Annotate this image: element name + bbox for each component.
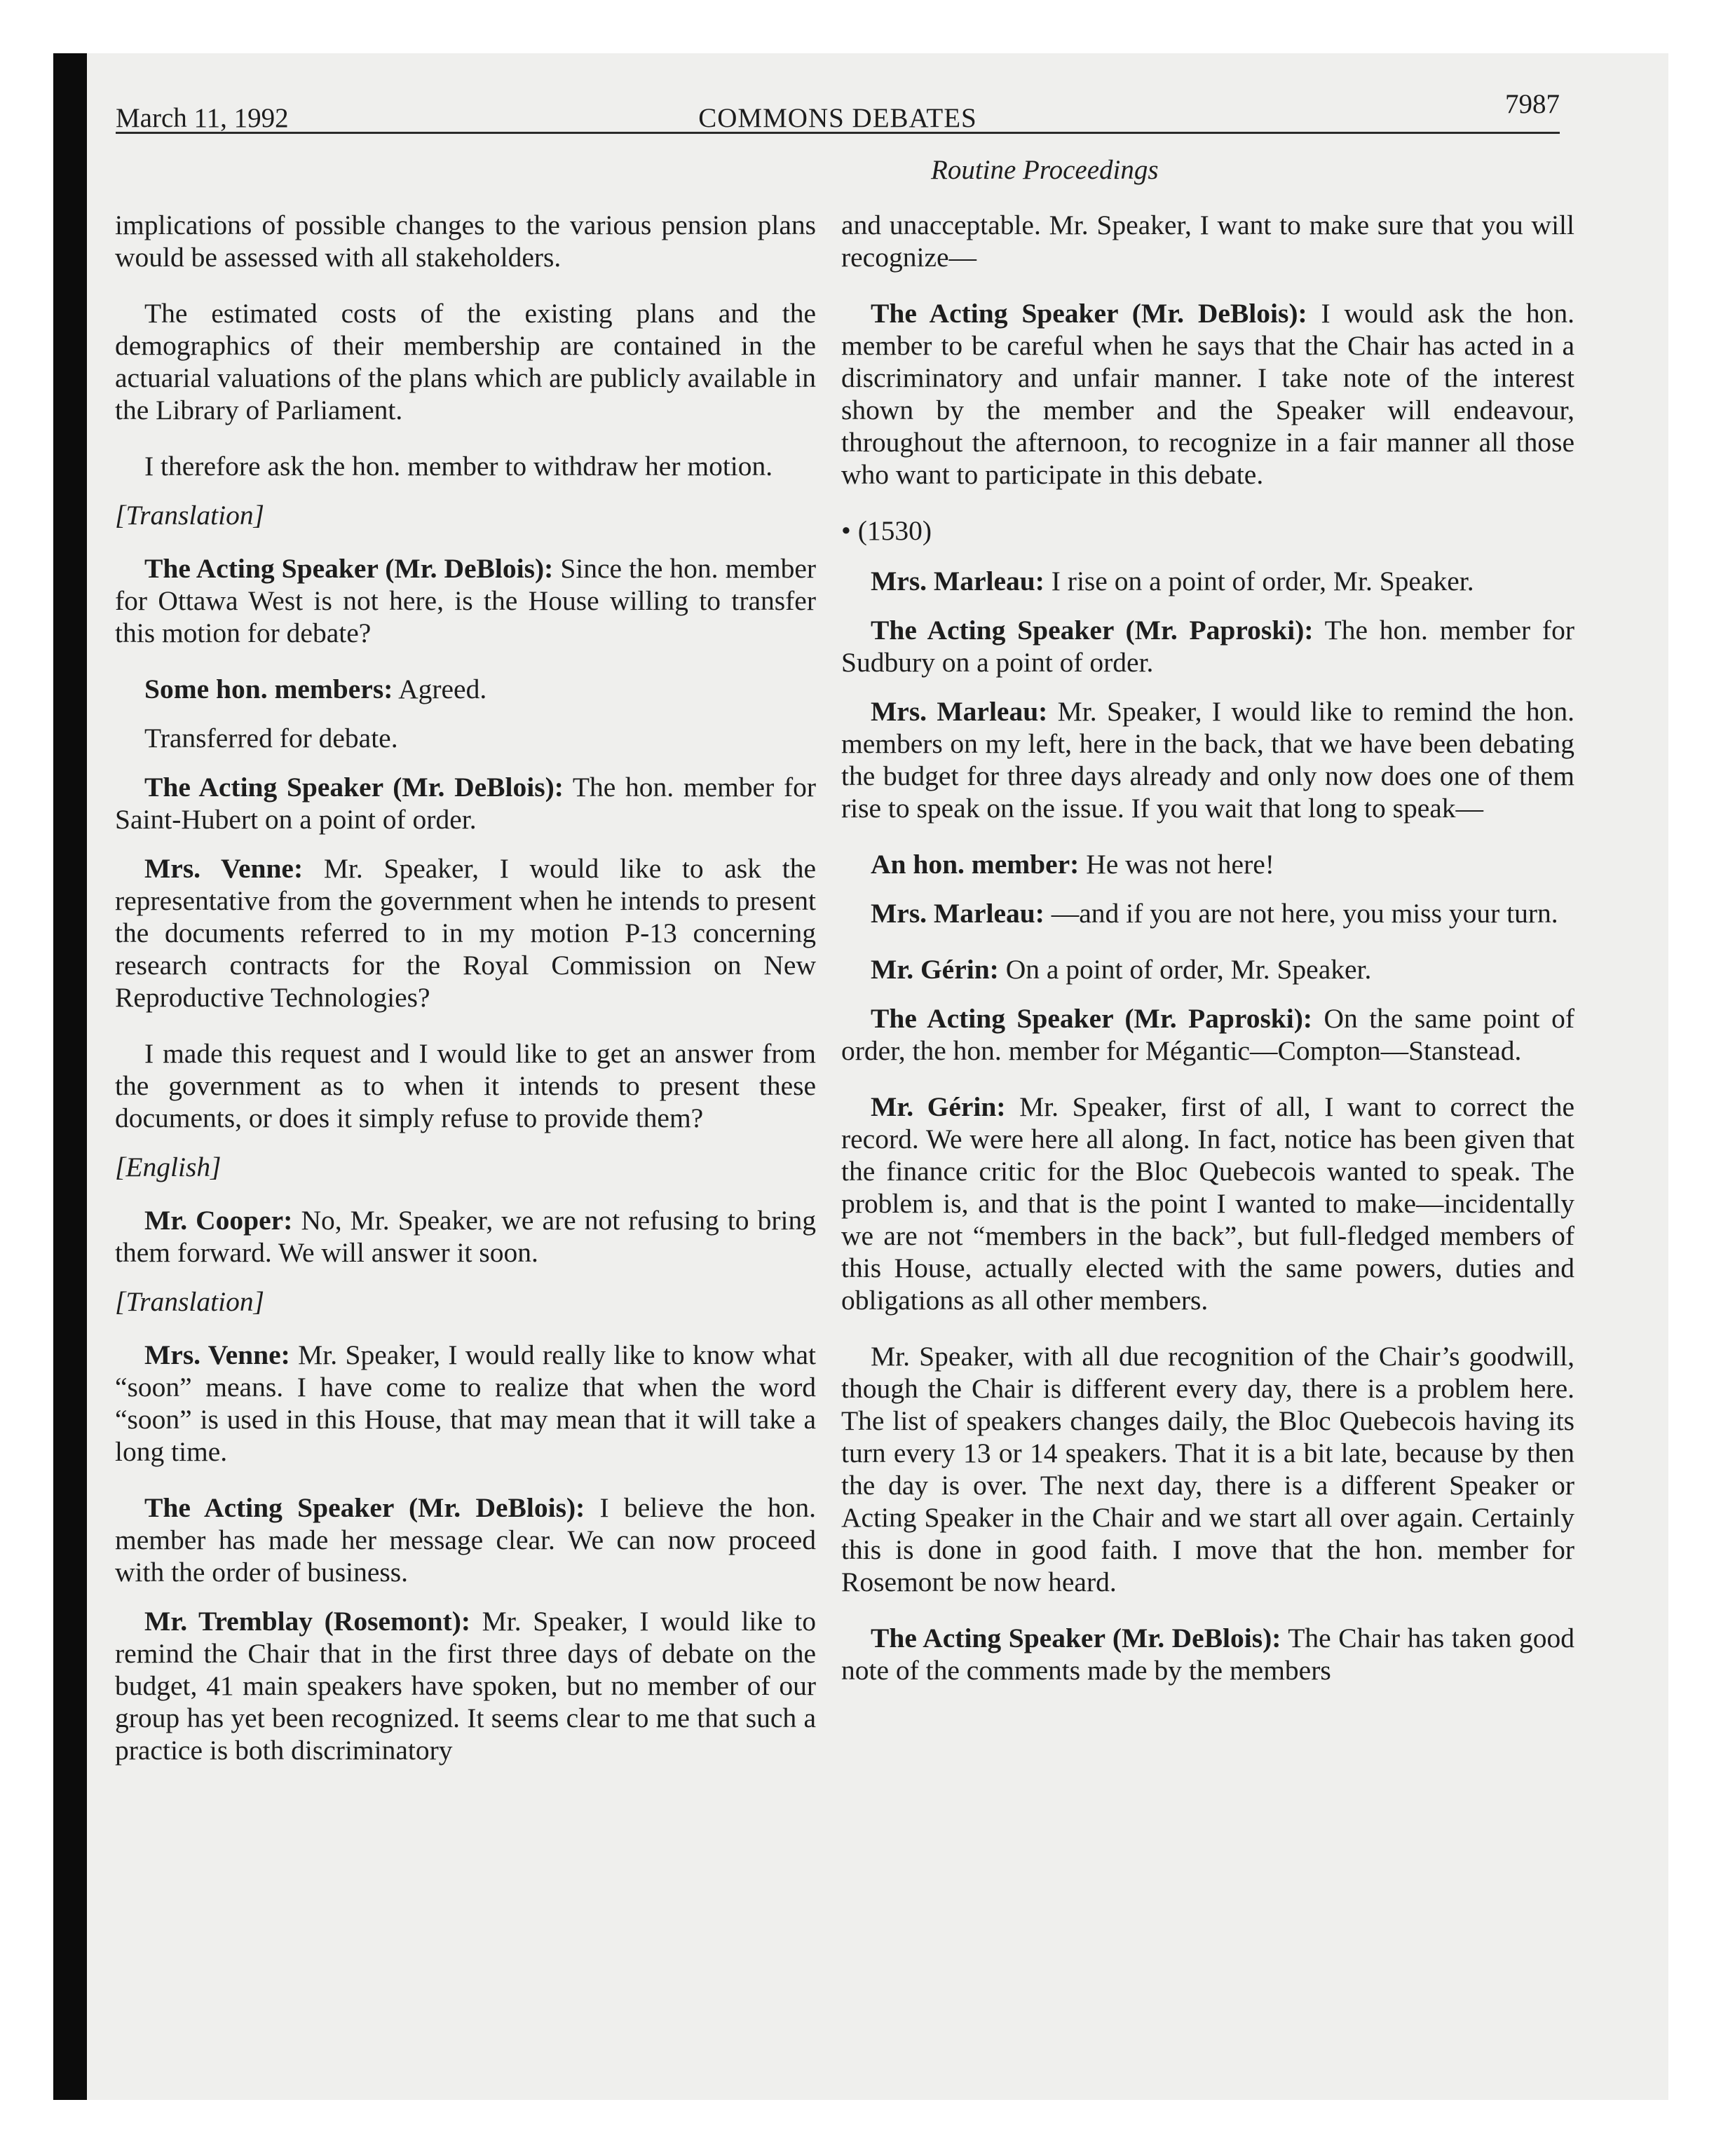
speech bbox=[115, 852, 816, 1014]
paragraph-text: and unacceptable. Mr. Speaker, I want to make sure that you will recognize— bbox=[841, 210, 1574, 273]
speech bbox=[841, 1091, 1574, 1316]
time-marker-text: • (1530) bbox=[841, 515, 932, 546]
speech-text: Mr. Speaker, I would like to ask the representative from the government when he intends to present the documents referred to in my motion P-13 concerning research contracts for the Royal Commission on New Reproductive Technologies? bbox=[115, 853, 816, 1013]
paragraph-text: I made this request and I would like to get an answer from the government as to when it intends to present these documents, or does it simply refuse to provide them? bbox=[115, 1038, 816, 1133]
speech-text: Mr. Speaker, I would like to remind the Chair that in the first three days of debate on the budget, 41 main speakers have spoken, but no member of our group has yet been recognized. It seems clear to me that such a practice is both discriminatory bbox=[115, 1606, 816, 1766]
speech-text: Mr. Speaker, I would like to remind the hon. members on my left, here in the back, that we have been debating the budget for three days already and only now does one of them rise to speak on the issue. If you wait that long to speak— bbox=[841, 696, 1574, 824]
speech bbox=[841, 695, 1574, 824]
paragraph-text: The estimated costs of the existing plans and the demographics of their membership are contained in the actuarial valuations of the plans which are publicly available in the Library of Parliament. bbox=[115, 298, 816, 425]
paragraph bbox=[115, 297, 816, 426]
speech bbox=[841, 1622, 1574, 1686]
speech bbox=[841, 565, 1574, 597]
speaker-name: The Acting Speaker (Mr. DeBlois): bbox=[871, 1623, 1281, 1653]
language-marker-text: [Translation] bbox=[115, 500, 264, 531]
speaker-name: Some hon. members: bbox=[144, 674, 393, 704]
speaker-name: The Acting Speaker (Mr. DeBlois): bbox=[144, 1492, 585, 1523]
speaker-name: Mrs. Marleau: bbox=[871, 566, 1045, 596]
speaker-name: Mr. Cooper: bbox=[144, 1205, 293, 1236]
paragraph bbox=[115, 1037, 816, 1134]
left-column bbox=[115, 209, 816, 1790]
paragraph-text: I therefore ask the hon. member to withdraw her motion. bbox=[144, 451, 773, 482]
header-journal-title: COMMONS DEBATES bbox=[698, 103, 977, 133]
paragraph bbox=[841, 1340, 1574, 1598]
speech-text: The hon. member for Saint-Hubert on a point of order. bbox=[115, 772, 816, 835]
speech bbox=[841, 297, 1574, 491]
speech bbox=[841, 614, 1574, 678]
speaker-name: An hon. member: bbox=[871, 849, 1080, 880]
header-page-number: 7987 bbox=[1505, 89, 1560, 119]
speech bbox=[841, 1002, 1574, 1067]
speech-text: On a point of order, Mr. Speaker. bbox=[998, 954, 1372, 985]
time-marker bbox=[841, 514, 1574, 547]
speaker-name: The Acting Speaker (Mr. Paproski): bbox=[871, 1003, 1313, 1034]
speaker-name: Mr. Tremblay (Rosemont): bbox=[144, 1606, 471, 1637]
paragraph-text: implications of possible changes to the various pension plans would be assessed with all stakeholders. bbox=[115, 210, 816, 273]
scan-binding-edge bbox=[53, 53, 87, 2100]
speech bbox=[115, 1339, 816, 1468]
speech-text: Agreed. bbox=[393, 674, 487, 704]
language-marker bbox=[115, 1285, 816, 1318]
speech-text: The Chair has taken good note of the comments made by the members bbox=[841, 1623, 1574, 1686]
speaker-name: The Acting Speaker (Mr. DeBlois): bbox=[144, 553, 554, 584]
speaker-name: Mr. Gérin: bbox=[871, 1091, 1006, 1122]
speech bbox=[115, 1605, 816, 1766]
speech-text: I would ask the hon. member to be careful when he says that the Chair has acted in a discriminatory and unfair manner. I take note of the interest shown by the member and the Speaker will endeavour, throughout the afternoon, to recognize in a fair manner all those who want to participate in this debate. bbox=[841, 298, 1574, 490]
speech bbox=[841, 897, 1574, 929]
speaker-name: Mrs. Marleau: bbox=[871, 898, 1045, 929]
page-header bbox=[116, 76, 1560, 134]
speech-text: —and if you are not here, you miss your turn. bbox=[1044, 898, 1558, 929]
language-marker bbox=[115, 499, 816, 531]
paragraph bbox=[115, 209, 816, 273]
speech-text: The hon. member for Sudbury on a point of order. bbox=[841, 615, 1574, 678]
speech-text: Mr. Speaker, first of all, I want to correct the record. We were here all along. In fact, notice has been given that the finance critic for the Bloc Quebecois wanted to speak. The problem is, and that is the point I wanted to make—incidentally we are not “members in the back”, but full-fledged members of this House, actually elected with the same powers, duties and obligations as all other members. bbox=[841, 1091, 1574, 1316]
section-title: Routine Proceedings bbox=[931, 155, 1159, 185]
speaker-name: The Acting Speaker (Mr. DeBlois): bbox=[144, 772, 564, 803]
language-marker bbox=[115, 1151, 816, 1183]
header-date: March 11, 1992 bbox=[116, 103, 289, 133]
speech bbox=[115, 673, 816, 705]
speech bbox=[115, 771, 816, 835]
language-marker-text: [English] bbox=[115, 1152, 222, 1182]
speech-text: I rise on a point of order, Mr. Speaker. bbox=[1044, 566, 1474, 596]
speaker-name: Mrs. Venne: bbox=[144, 853, 304, 884]
speech-text: Since the hon. member for Ottawa West is not here, is the House willing to transfer this motion for debate? bbox=[115, 553, 816, 648]
paragraph bbox=[841, 209, 1574, 273]
speaker-name: The Acting Speaker (Mr. Paproski): bbox=[871, 615, 1314, 646]
right-column bbox=[841, 209, 1574, 1710]
paragraph bbox=[115, 722, 816, 754]
speaker-name: Mrs. Marleau: bbox=[871, 696, 1048, 727]
paragraph-text: Mr. Speaker, with all due recognition of the Chair’s goodwill, though the Chair is different every day, there is a problem here. The list of speakers changes daily, the Bloc Quebecois having its turn every 13 or 14 speakers. That it is a bit late, because by then the day is over. The next day, there is a different Speaker or Acting Speaker in the Chair and we start all over again. Certainly this is done in good faith. I move that the hon. member for Rosemont be now heard. bbox=[841, 1341, 1574, 1597]
speech-text: I believe the hon. member has made her message clear. We can now proceed with the order of business. bbox=[115, 1492, 816, 1588]
speech bbox=[115, 1492, 816, 1588]
speaker-name: Mrs. Venne: bbox=[144, 1339, 290, 1370]
speech bbox=[841, 953, 1574, 985]
speaker-name: Mr. Gérin: bbox=[871, 954, 999, 985]
paragraph-text: Transferred for debate. bbox=[144, 723, 398, 753]
speech bbox=[115, 552, 816, 649]
paragraph bbox=[115, 450, 816, 482]
speech-text: He was not here! bbox=[1079, 849, 1274, 880]
speech-text: Mr. Speaker, I would really like to know what “soon” means. I have come to realize that when the word “soon” is used in this House, that may mean that it will take a long time. bbox=[115, 1339, 816, 1467]
speech bbox=[841, 848, 1574, 880]
speech bbox=[115, 1204, 816, 1269]
speaker-name: The Acting Speaker (Mr. DeBlois): bbox=[871, 298, 1307, 329]
speech-text: No, Mr. Speaker, we are not refusing to bring them forward. We will answer it soon. bbox=[115, 1205, 816, 1268]
speech-text: On the same point of order, the hon. member for Mégantic—Compton—Stanstead. bbox=[841, 1003, 1574, 1066]
language-marker-text: [Translation] bbox=[115, 1286, 264, 1317]
